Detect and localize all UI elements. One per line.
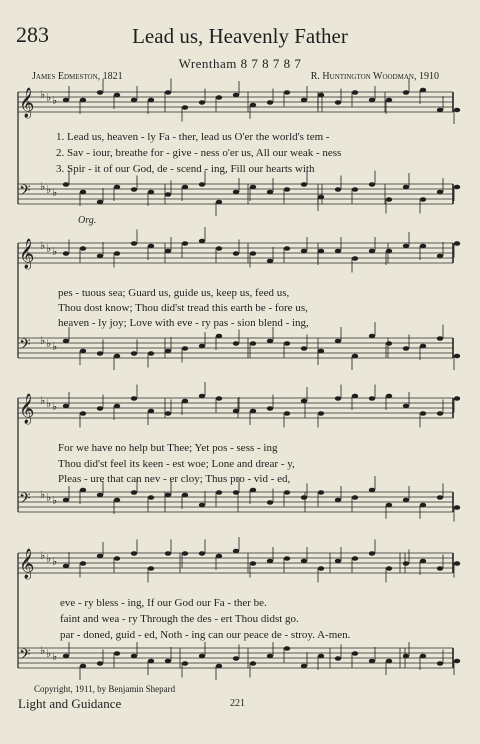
note-head xyxy=(199,239,205,244)
treble-clef-icon: 𝄞 xyxy=(19,549,35,579)
note-head xyxy=(318,654,324,659)
lyric-line: Thou dost know; Thou did'st tread this earth be - fore us, xyxy=(58,302,308,314)
note-head xyxy=(250,103,256,108)
note-head xyxy=(114,185,120,190)
lyric-line: 3. Spir - it of our God, de - scend - ing, Fill our hearts with xyxy=(56,163,315,175)
lyric-line: faint and wea - ry Through the des - ert Thou didst go. xyxy=(60,613,299,625)
page-number: 221 xyxy=(230,698,245,709)
composer-credit: R. Huntington Woodman, 1910 xyxy=(310,71,439,82)
note-head xyxy=(284,646,290,651)
note-head xyxy=(216,664,222,669)
note-head xyxy=(454,561,460,566)
note-head xyxy=(335,498,341,503)
note-head xyxy=(250,488,256,493)
note-head xyxy=(403,498,409,503)
flat-sign-icon: ♭ xyxy=(52,400,58,413)
note-head xyxy=(318,490,324,495)
note-head xyxy=(233,251,239,256)
note-head xyxy=(182,241,188,246)
note-head xyxy=(233,409,239,414)
note-head xyxy=(80,190,86,195)
note-head xyxy=(335,396,341,401)
note-head xyxy=(352,90,358,95)
note-head xyxy=(301,98,307,103)
note-head xyxy=(267,339,273,344)
flat-sign-icon: ♭ xyxy=(46,397,52,410)
note-head xyxy=(148,98,154,103)
note-head xyxy=(403,346,409,351)
note-head xyxy=(199,654,205,659)
note-head xyxy=(318,566,324,571)
flat-sign-icon: ♭ xyxy=(46,242,52,255)
note-head xyxy=(437,661,443,666)
treble-clef-icon: 𝄞 xyxy=(19,88,35,118)
note-head xyxy=(318,349,324,354)
note-head xyxy=(114,498,120,503)
note-head xyxy=(80,246,86,251)
note-head xyxy=(420,244,426,249)
note-head xyxy=(97,661,103,666)
note-head xyxy=(80,98,86,103)
note-head xyxy=(369,488,375,493)
note-head xyxy=(165,90,171,95)
flat-sign-icon: ♭ xyxy=(52,94,58,107)
flat-sign-icon: ♭ xyxy=(52,245,58,258)
note-head xyxy=(301,559,307,564)
note-head xyxy=(335,559,341,564)
note-head xyxy=(97,90,103,95)
note-head xyxy=(386,249,392,254)
note-head xyxy=(386,503,392,508)
note-head xyxy=(199,503,205,508)
flat-sign-icon: ♭ xyxy=(46,91,52,104)
note-head xyxy=(216,334,222,339)
treble-clef-icon: 𝄞 xyxy=(19,394,35,424)
note-head xyxy=(386,659,392,664)
note-head xyxy=(420,344,426,349)
note-head xyxy=(233,341,239,346)
note-head xyxy=(352,495,358,500)
note-head xyxy=(97,406,103,411)
note-head xyxy=(335,249,341,254)
note-head xyxy=(165,249,171,254)
flat-sign-icon: ♭ xyxy=(52,650,58,663)
note-head xyxy=(318,93,324,98)
note-head xyxy=(284,490,290,495)
note-head xyxy=(267,500,273,505)
note-head xyxy=(437,495,443,500)
note-head xyxy=(114,404,120,409)
note-head xyxy=(454,396,460,401)
note-head xyxy=(386,341,392,346)
note-head xyxy=(97,351,103,356)
note-head xyxy=(131,98,137,103)
organ-marking: Org. xyxy=(78,215,97,226)
note-head xyxy=(420,88,426,93)
note-head xyxy=(250,341,256,346)
note-head xyxy=(437,190,443,195)
note-head xyxy=(301,182,307,187)
note-head xyxy=(267,259,273,264)
note-head xyxy=(199,344,205,349)
flat-sign-icon: ♭ xyxy=(40,394,46,407)
note-head xyxy=(165,411,171,416)
note-head xyxy=(199,394,205,399)
note-head xyxy=(199,182,205,187)
flat-sign-icon: ♭ xyxy=(46,552,52,565)
note-head xyxy=(131,241,137,246)
note-head xyxy=(165,493,171,498)
note-head xyxy=(437,254,443,259)
note-head xyxy=(352,394,358,399)
note-head xyxy=(420,411,426,416)
note-head xyxy=(250,561,256,566)
note-head xyxy=(63,339,69,344)
tune-name: Wrentham 8 7 8 7 8 7 xyxy=(178,56,302,71)
note-head xyxy=(148,495,154,500)
note-head xyxy=(454,505,460,510)
note-head xyxy=(63,182,69,187)
note-head xyxy=(182,346,188,351)
note-head xyxy=(233,549,239,554)
note-head xyxy=(114,93,120,98)
note-head xyxy=(216,95,222,100)
note-head xyxy=(182,551,188,556)
note-head xyxy=(352,354,358,359)
note-head xyxy=(148,190,154,195)
note-head xyxy=(386,98,392,103)
bass-clef-icon: 𝄢 xyxy=(19,182,31,203)
note-head xyxy=(131,490,137,495)
note-head xyxy=(148,409,154,414)
lyric-line: par - doned, guid - ed, Noth - ing can our peace de - stroy. A-men. xyxy=(60,629,351,641)
note-head xyxy=(369,249,375,254)
note-head xyxy=(318,195,324,200)
note-head xyxy=(182,493,188,498)
note-head xyxy=(199,100,205,105)
note-head xyxy=(80,411,86,416)
flat-sign-icon: ♭ xyxy=(52,494,58,507)
note-head xyxy=(250,251,256,256)
note-head xyxy=(301,399,307,404)
lyric-line: eve - ry bless - ing, If our God our Fa - ther be. xyxy=(60,597,267,609)
note-head xyxy=(267,190,273,195)
note-head xyxy=(63,498,69,503)
flat-sign-icon: ♭ xyxy=(40,488,46,501)
note-head xyxy=(182,661,188,666)
flat-sign-icon: ♭ xyxy=(40,180,46,193)
note-head xyxy=(97,554,103,559)
note-head xyxy=(352,256,358,261)
note-head xyxy=(97,200,103,205)
note-head xyxy=(369,551,375,556)
note-head xyxy=(148,244,154,249)
note-head xyxy=(301,249,307,254)
note-head xyxy=(454,185,460,190)
note-head xyxy=(335,339,341,344)
note-head xyxy=(454,108,460,113)
hymn-number: 283 xyxy=(16,22,49,47)
note-head xyxy=(369,182,375,187)
note-head xyxy=(386,566,392,571)
note-head xyxy=(454,659,460,664)
note-head xyxy=(403,654,409,659)
note-head xyxy=(301,664,307,669)
note-head xyxy=(63,98,69,103)
note-head xyxy=(284,187,290,192)
note-head xyxy=(369,98,375,103)
note-head xyxy=(148,351,154,356)
note-head xyxy=(165,551,171,556)
note-head xyxy=(335,187,341,192)
note-head xyxy=(80,488,86,493)
note-head xyxy=(403,404,409,409)
note-head xyxy=(80,349,86,354)
note-head xyxy=(233,93,239,98)
flat-sign-icon: ♭ xyxy=(40,239,46,252)
note-head xyxy=(352,651,358,656)
flat-sign-icon: ♭ xyxy=(46,647,52,660)
note-head xyxy=(301,346,307,351)
note-head xyxy=(420,503,426,508)
note-head xyxy=(267,654,273,659)
flat-sign-icon: ♭ xyxy=(52,186,58,199)
flat-sign-icon: ♭ xyxy=(52,555,58,568)
note-head xyxy=(131,396,137,401)
flat-sign-icon: ♭ xyxy=(46,337,52,350)
note-head xyxy=(403,185,409,190)
note-head xyxy=(63,654,69,659)
lyric-line: 2. Sav - iour, breathe for - give - ness o'er us, All our weak - ness xyxy=(56,147,342,159)
lyric-line: Thou did'st feel its keen - est woe; Lone and drear - y, xyxy=(58,458,295,470)
flat-sign-icon: ♭ xyxy=(40,644,46,657)
note-head xyxy=(131,654,137,659)
note-head xyxy=(131,187,137,192)
note-head xyxy=(420,197,426,202)
note-head xyxy=(403,244,409,249)
note-head xyxy=(233,190,239,195)
copyright-notice: Copyright, 1911, by Benjamin Shepard xyxy=(34,684,176,694)
note-head xyxy=(216,554,222,559)
note-head xyxy=(267,406,273,411)
section-title: Light and Guidance xyxy=(18,696,122,711)
note-head xyxy=(80,561,86,566)
lyric-line: heaven - ly joy; Love with eve - ry pas - sion blend - ing, xyxy=(58,317,309,329)
note-head xyxy=(335,656,341,661)
note-head xyxy=(182,105,188,110)
note-head xyxy=(63,251,69,256)
note-head xyxy=(284,411,290,416)
lyric-line: pes - tuous sea; Guard us, guide us, keep us, feed us, xyxy=(58,287,290,299)
note-head xyxy=(369,659,375,664)
note-head xyxy=(199,551,205,556)
note-head xyxy=(63,404,69,409)
note-head xyxy=(131,551,137,556)
lyric-line: For we have no help but Thee; Yet pos - sess - ing xyxy=(58,442,278,454)
note-head xyxy=(216,200,222,205)
note-head xyxy=(250,409,256,414)
note-head xyxy=(63,564,69,569)
note-head xyxy=(369,334,375,339)
flat-sign-icon: ♭ xyxy=(46,183,52,196)
note-head xyxy=(386,394,392,399)
note-head xyxy=(250,185,256,190)
note-head xyxy=(165,192,171,197)
treble-clef-icon: 𝄞 xyxy=(19,239,35,269)
note-head xyxy=(284,90,290,95)
note-head xyxy=(165,659,171,664)
flat-sign-icon: ♭ xyxy=(40,334,46,347)
flat-sign-icon: ♭ xyxy=(52,340,58,353)
note-head xyxy=(267,100,273,105)
note-head xyxy=(216,490,222,495)
note-head xyxy=(437,108,443,113)
note-head xyxy=(284,556,290,561)
note-head xyxy=(454,354,460,359)
note-head xyxy=(318,249,324,254)
note-head xyxy=(437,566,443,571)
note-head xyxy=(182,399,188,404)
note-head xyxy=(114,651,120,656)
note-head xyxy=(267,559,273,564)
note-head xyxy=(114,354,120,359)
note-head xyxy=(250,661,256,666)
note-head xyxy=(114,251,120,256)
note-head xyxy=(114,556,120,561)
note-head xyxy=(437,411,443,416)
note-head xyxy=(403,561,409,566)
lyric-line: Pleas - ure that can nev - er cloy; Thus pro - vid - ed, xyxy=(58,473,291,485)
note-head xyxy=(165,349,171,354)
note-head xyxy=(216,396,222,401)
flat-sign-icon: ♭ xyxy=(40,88,46,101)
note-head xyxy=(403,90,409,95)
note-head xyxy=(386,197,392,202)
note-head xyxy=(148,566,154,571)
note-head xyxy=(97,254,103,259)
note-head xyxy=(131,351,137,356)
note-head xyxy=(318,411,324,416)
lyric-line: 1. Lead us, heaven - ly Fa - ther, lead us O'er the world's tem - xyxy=(56,131,330,143)
note-head xyxy=(437,336,443,341)
note-head xyxy=(301,495,307,500)
flat-sign-icon: ♭ xyxy=(46,491,52,504)
bass-clef-icon: 𝄢 xyxy=(19,490,31,511)
note-head xyxy=(284,246,290,251)
note-head xyxy=(233,490,239,495)
note-head xyxy=(420,654,426,659)
note-head xyxy=(182,185,188,190)
note-head xyxy=(80,664,86,669)
note-head xyxy=(420,559,426,564)
note-head xyxy=(97,493,103,498)
bass-clef-icon: 𝄢 xyxy=(19,646,31,667)
note-head xyxy=(284,341,290,346)
note-head xyxy=(352,556,358,561)
note-head xyxy=(335,100,341,105)
hymn-title: Lead us, Heavenly Father xyxy=(132,24,348,48)
flat-sign-icon: ♭ xyxy=(40,549,46,562)
bass-clef-icon: 𝄢 xyxy=(19,336,31,357)
note-head xyxy=(216,246,222,251)
note-head xyxy=(148,659,154,664)
note-head xyxy=(233,656,239,661)
note-head xyxy=(352,187,358,192)
note-head xyxy=(369,396,375,401)
note-head xyxy=(454,241,460,246)
author-credit: James Edmeston, 1821 xyxy=(32,71,123,82)
